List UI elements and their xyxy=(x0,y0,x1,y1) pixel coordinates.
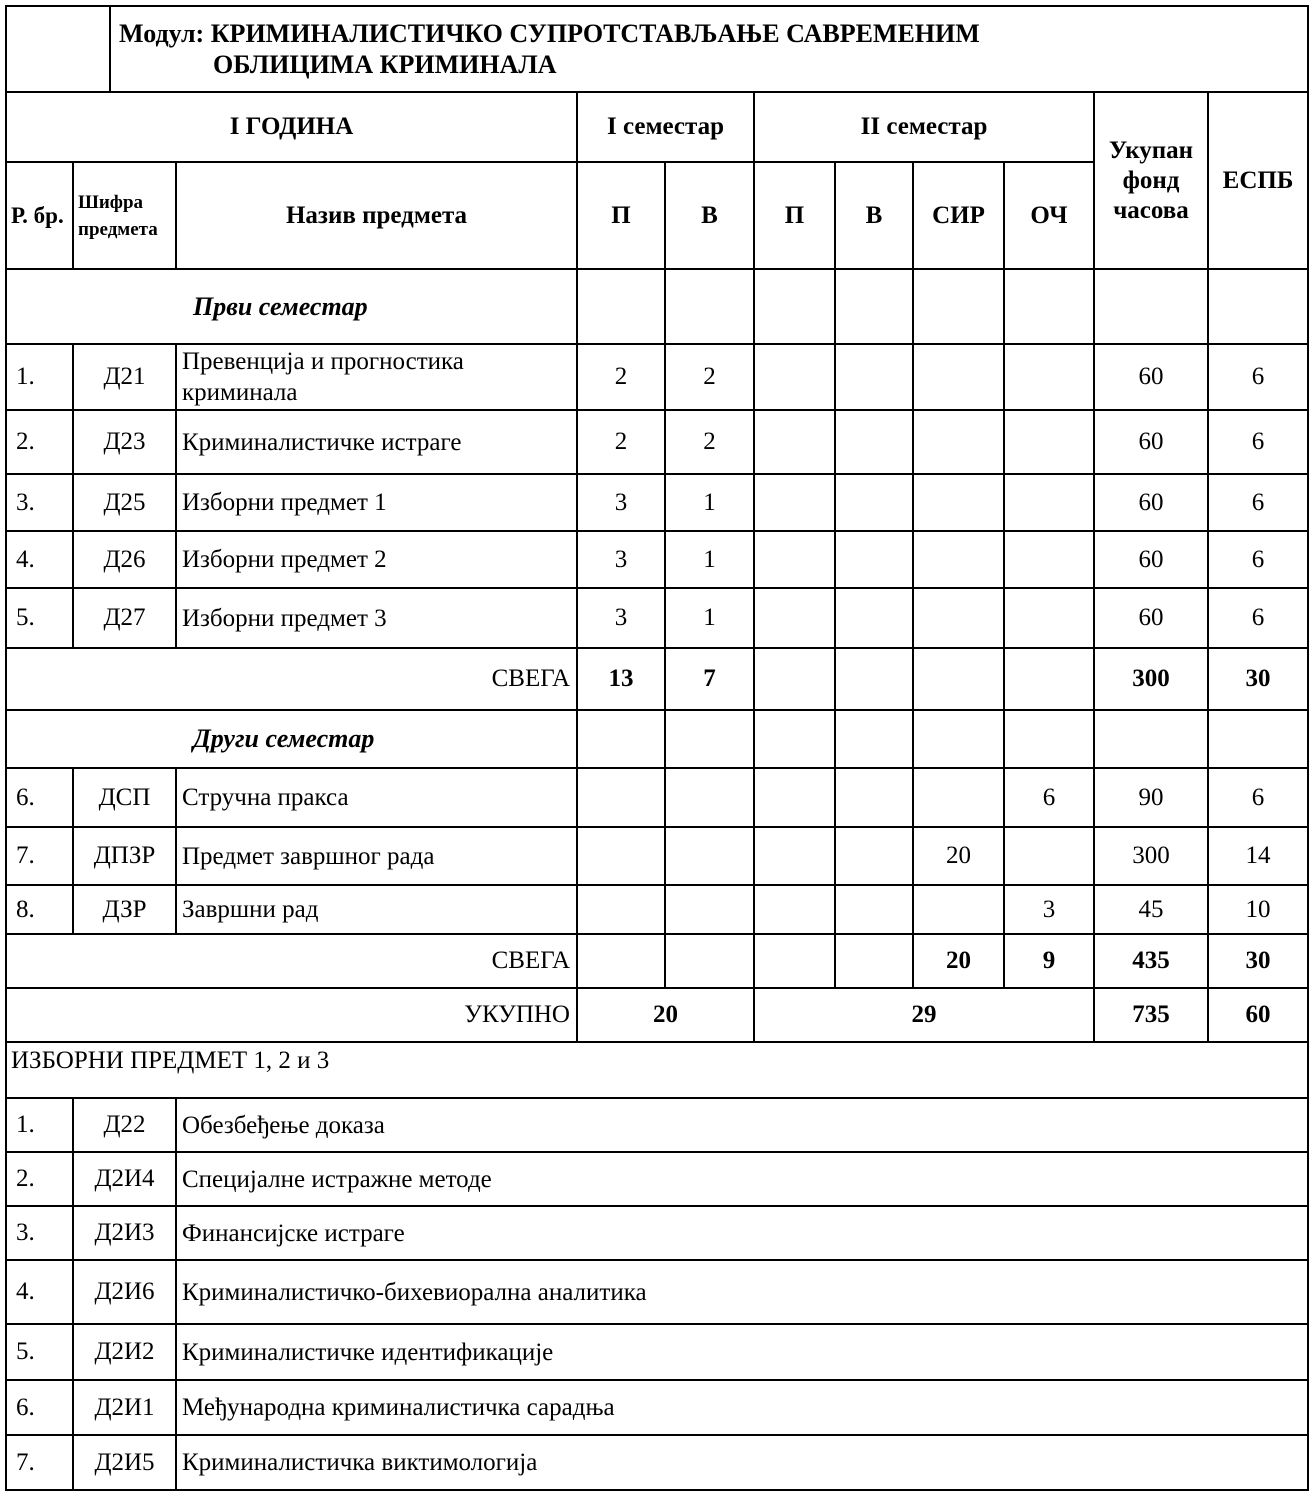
grand-total-sem2: 29 xyxy=(754,988,1094,1042)
total-hours: 60 xyxy=(1094,531,1208,588)
row-number: 7. xyxy=(6,1435,73,1490)
list-item xyxy=(6,1324,1308,1380)
exercises-s1: 1 xyxy=(665,588,754,648)
lectures-s1: 2 xyxy=(577,344,665,410)
ects-value: 6 xyxy=(1208,588,1308,648)
table-row xyxy=(6,885,1308,934)
table-row xyxy=(6,410,1308,474)
semester1-sum-row xyxy=(6,648,1308,710)
semester1-label: I семестар xyxy=(577,92,754,162)
subject-code: Д2И6 xyxy=(73,1260,176,1324)
module-title xyxy=(110,6,1308,92)
row-number: 1. xyxy=(6,1098,73,1152)
electives-header-row xyxy=(6,1042,1308,1098)
sum-lectures-s1: 13 xyxy=(577,648,665,710)
list-item xyxy=(6,1380,1308,1435)
subject-code: ДСП xyxy=(73,768,176,827)
subject-name: Специјалне истражне методе xyxy=(176,1152,1308,1206)
sir-value: 20 xyxy=(913,827,1004,885)
sir-value xyxy=(913,885,1004,934)
subject-code: Д25 xyxy=(73,474,176,531)
subject-name: Финансијске истраге xyxy=(176,1206,1308,1260)
och-value: 6 xyxy=(1004,768,1094,827)
total-hours: 60 xyxy=(1094,344,1208,410)
row-number: 2. xyxy=(6,410,73,474)
list-item xyxy=(6,1098,1308,1152)
grand-total-row xyxy=(6,988,1308,1042)
ects-value: 6 xyxy=(1208,768,1308,827)
list-item xyxy=(6,1260,1308,1324)
subject-name: Предмет завршног рада xyxy=(176,827,577,885)
row-number: 1. xyxy=(6,344,73,410)
rb-header: Р. бр. xyxy=(6,162,73,269)
semester1-title-row xyxy=(6,269,1308,344)
sum-label: СВЕГА xyxy=(6,648,577,710)
ects-header: ЕСПБ xyxy=(1208,92,1308,269)
total-hours: 60 xyxy=(1094,588,1208,648)
row-number: 4. xyxy=(6,1260,73,1324)
subject-name: Изборни предмет 2 xyxy=(176,531,577,588)
exercises-s1: 1 xyxy=(665,474,754,531)
subject-code: Д27 xyxy=(73,588,176,648)
subject-code: Д23 xyxy=(73,410,176,474)
subject-code: Д22 xyxy=(73,1098,176,1152)
grand-total-sem1: 20 xyxy=(577,988,754,1042)
total-hours-header: Укупан фонд часова xyxy=(1094,92,1208,269)
list-item xyxy=(6,1206,1308,1260)
electives-title: ИЗБОРНИ ПРЕДМЕТ 1, 2 и 3 xyxy=(6,1042,1308,1098)
row-number: 8. xyxy=(6,885,73,934)
lectures-s1: 3 xyxy=(577,531,665,588)
subject-code: Д2И5 xyxy=(73,1435,176,1490)
table-row xyxy=(6,531,1308,588)
och-header: ОЧ xyxy=(1004,162,1094,269)
subject-name: Изборни предмет 3 xyxy=(176,588,577,648)
total-hours: 60 xyxy=(1094,410,1208,474)
row-number: 5. xyxy=(6,588,73,648)
subject-name: Стручна пракса xyxy=(176,768,577,827)
och-value: 3 xyxy=(1004,885,1094,934)
row-number: 3. xyxy=(6,474,73,531)
subject-code: ДЗР xyxy=(73,885,176,934)
lectures-s1: 2 xyxy=(577,410,665,474)
module-title-line1: КРИМИНАЛИСТИЧКО СУПРОТСТАВЉАЊЕ САВРЕМЕНИМ xyxy=(210,19,980,48)
ects-value: 14 xyxy=(1208,827,1308,885)
subject-code: Д2И3 xyxy=(73,1206,176,1260)
sum-och: 9 xyxy=(1004,934,1094,988)
subject-code: Д2И2 xyxy=(73,1324,176,1380)
exercises-s1: 2 xyxy=(665,344,754,410)
subject-name: Завршни рад xyxy=(176,885,577,934)
row-number: 6. xyxy=(6,1380,73,1435)
subject-code: Д21 xyxy=(73,344,176,410)
subject-code: Д26 xyxy=(73,531,176,588)
subject-name: Обезбеђење доказа xyxy=(176,1098,1308,1152)
grand-total-hours: 735 xyxy=(1094,988,1208,1042)
p1-header: П xyxy=(577,162,665,269)
total-hours: 90 xyxy=(1094,768,1208,827)
total-hours: 300 xyxy=(1094,827,1208,885)
sum-ects: 30 xyxy=(1208,934,1308,988)
semester2-sum-row xyxy=(6,934,1308,988)
table-row xyxy=(6,474,1308,531)
table-row xyxy=(6,588,1308,648)
subject-name: Криминалистичке истраге xyxy=(176,410,577,474)
sum-ects: 30 xyxy=(1208,648,1308,710)
module-corner-cell xyxy=(6,6,110,92)
module-header-row xyxy=(6,6,1308,92)
subject-code: Д2И4 xyxy=(73,1152,176,1206)
subject-name-header: Назив предмета xyxy=(176,162,577,269)
semester1-title: Први семестар xyxy=(6,269,577,344)
exercises-s1: 2 xyxy=(665,410,754,474)
row-number: 4. xyxy=(6,531,73,588)
grand-total-label: УКУПНО xyxy=(6,988,577,1042)
subject-name: Криминалистичко-бихевиорална аналитика xyxy=(176,1260,1308,1324)
curriculum-table xyxy=(5,5,1309,1491)
lectures-s1: 3 xyxy=(577,474,665,531)
year-header-row xyxy=(6,92,1308,162)
semester2-title-row xyxy=(6,710,1308,768)
row-number: 7. xyxy=(6,827,73,885)
subject-name: Криминалистичка виктимологија xyxy=(176,1435,1308,1490)
list-item xyxy=(6,1152,1308,1206)
och-value xyxy=(1004,827,1094,885)
module-prefix: Модул: xyxy=(119,19,205,48)
row-number: 5. xyxy=(6,1324,73,1380)
year-label: I ГОДИНА xyxy=(6,92,577,162)
subject-name: Превенција и прогностика криминала xyxy=(176,344,577,410)
subject-name: Криминалистичке идентификације xyxy=(176,1324,1308,1380)
code-header: Шифра предмета xyxy=(73,162,176,269)
sum-total-hours: 300 xyxy=(1094,648,1208,710)
list-item xyxy=(6,1435,1308,1490)
row-number: 6. xyxy=(6,768,73,827)
total-hours: 60 xyxy=(1094,474,1208,531)
grand-total-ects: 60 xyxy=(1208,988,1308,1042)
ects-value: 10 xyxy=(1208,885,1308,934)
semester2-title: Други семестар xyxy=(6,710,577,768)
subject-code: ДПЗР xyxy=(73,827,176,885)
module-title-line2: ОБЛИЦИМА КРИМИНАЛА xyxy=(213,50,557,79)
lectures-s1: 3 xyxy=(577,588,665,648)
row-number: 3. xyxy=(6,1206,73,1260)
table-row xyxy=(6,344,1308,410)
v2-header: В xyxy=(835,162,913,269)
sum-label: СВЕГА xyxy=(6,934,577,988)
row-number: 2. xyxy=(6,1152,73,1206)
sum-exercises-s1: 7 xyxy=(665,648,754,710)
p2-header: П xyxy=(754,162,835,269)
ects-value: 6 xyxy=(1208,531,1308,588)
subject-name: Изборни предмет 1 xyxy=(176,474,577,531)
semester2-label: II семестар xyxy=(754,92,1094,162)
v1-header: В xyxy=(665,162,754,269)
subject-name: Међународна криминалистичка сарадња xyxy=(176,1380,1308,1435)
ects-value: 6 xyxy=(1208,410,1308,474)
table-row xyxy=(6,768,1308,827)
sir-header: СИР xyxy=(913,162,1004,269)
total-hours: 45 xyxy=(1094,885,1208,934)
table-row xyxy=(6,827,1308,885)
sum-sir: 20 xyxy=(913,934,1004,988)
ects-value: 6 xyxy=(1208,474,1308,531)
subject-code: Д2И1 xyxy=(73,1380,176,1435)
ects-value: 6 xyxy=(1208,344,1308,410)
sir-value xyxy=(913,768,1004,827)
exercises-s1: 1 xyxy=(665,531,754,588)
sum-total-hours: 435 xyxy=(1094,934,1208,988)
